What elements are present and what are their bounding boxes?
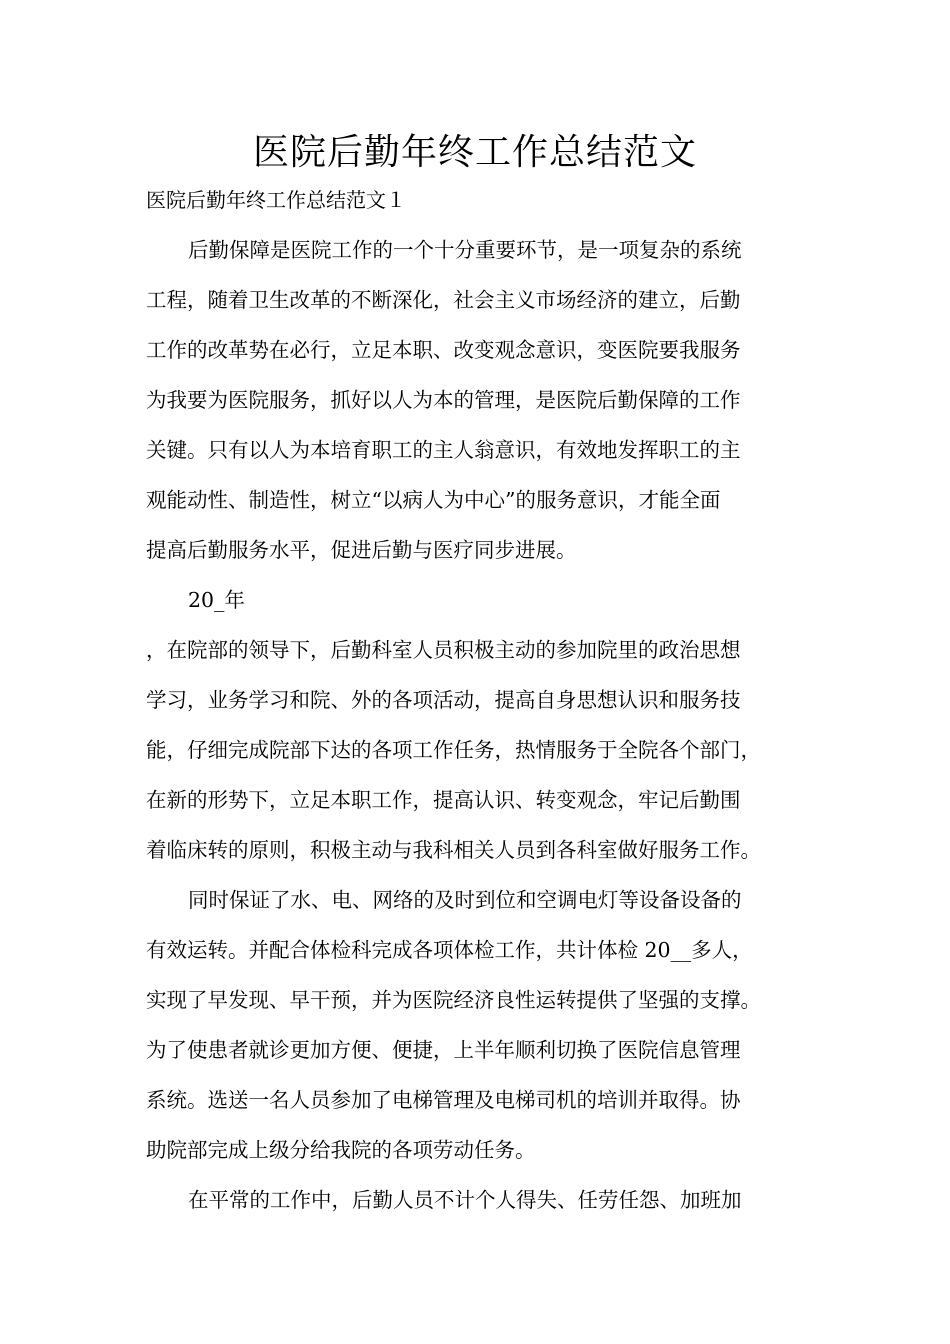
paragraph-line: 为了使患者就诊更加方便、便捷，上半年顺利切换了医院信息管理 — [146, 1038, 741, 1062]
paragraph-line: 20_年 — [188, 588, 245, 612]
paragraph-line: 助院部完成上级分给我院的各项劳动任务。 — [146, 1138, 536, 1162]
paragraph-line: 有效运转。并配合体检科完成各项体检工作，共计体检 20__多人， — [146, 938, 753, 962]
paragraph-line: 同时保证了水、电、网络的及时到位和空调电灯等设备设备的 — [188, 888, 742, 912]
paragraph-line: 在新的形势下，立足本职工作，提高认识、转变观念，牢记后勤围 — [146, 788, 741, 812]
paragraph-line: 能，仔细完成院部下达的各项工作任务，热情服务于全院各个部门， — [146, 738, 761, 762]
paragraph-line: 工程，随着卫生改革的不断深化，社会主义市场经济的建立，后勤 — [146, 288, 741, 312]
document-title: 医院后勤年终工作总结范文 — [252, 132, 697, 173]
paragraph-line: 后勤保障是医院工作的一个十分重要环节，是一项复杂的系统 — [188, 238, 742, 262]
paragraph-line: 系统。选送一名人员参加了电梯管理及电梯司机的培训并取得。协 — [146, 1088, 741, 1112]
paragraph-line: 提高后勤服务水平，促进后勤与医疗同步进展。 — [146, 538, 577, 562]
paragraph-line: ，在院部的领导下，后勤科室人员积极主动的参加院里的政治思想 — [146, 638, 741, 662]
paragraph-line: 学习，业务学习和院、外的各项活动，提高自身思想认识和服务技 — [146, 688, 741, 712]
paragraph-line: 为我要为医院服务，抓好以人为本的管理，是医院后勤保障的工作 — [146, 388, 741, 412]
paragraph-line: 观能动性、制造性，树立“以病人为中心”的服务意识，才能全面 — [146, 488, 721, 512]
document-subtitle: 医院后勤年终工作总结范文１ — [146, 188, 406, 212]
paragraph-line: 实现了早发现、早干预，并为医院经济良性运转提供了坚强的支撑。 — [146, 988, 761, 1012]
paragraph-line: 关键。只有以人为本培育职工的主人翁意识，有效地发挥职工的主 — [146, 438, 741, 462]
paragraph-line: 在平常的工作中，后勤人员不计个人得失、任劳任怨、加班加 — [188, 1188, 742, 1212]
paragraph-line: 工作的改革势在必行，立足本职、改变观念意识，变医院要我服务 — [146, 338, 741, 362]
paragraph-line: 着临床转的原则，积极主动与我科相关人员到各科室做好服务工作。 — [146, 838, 761, 862]
